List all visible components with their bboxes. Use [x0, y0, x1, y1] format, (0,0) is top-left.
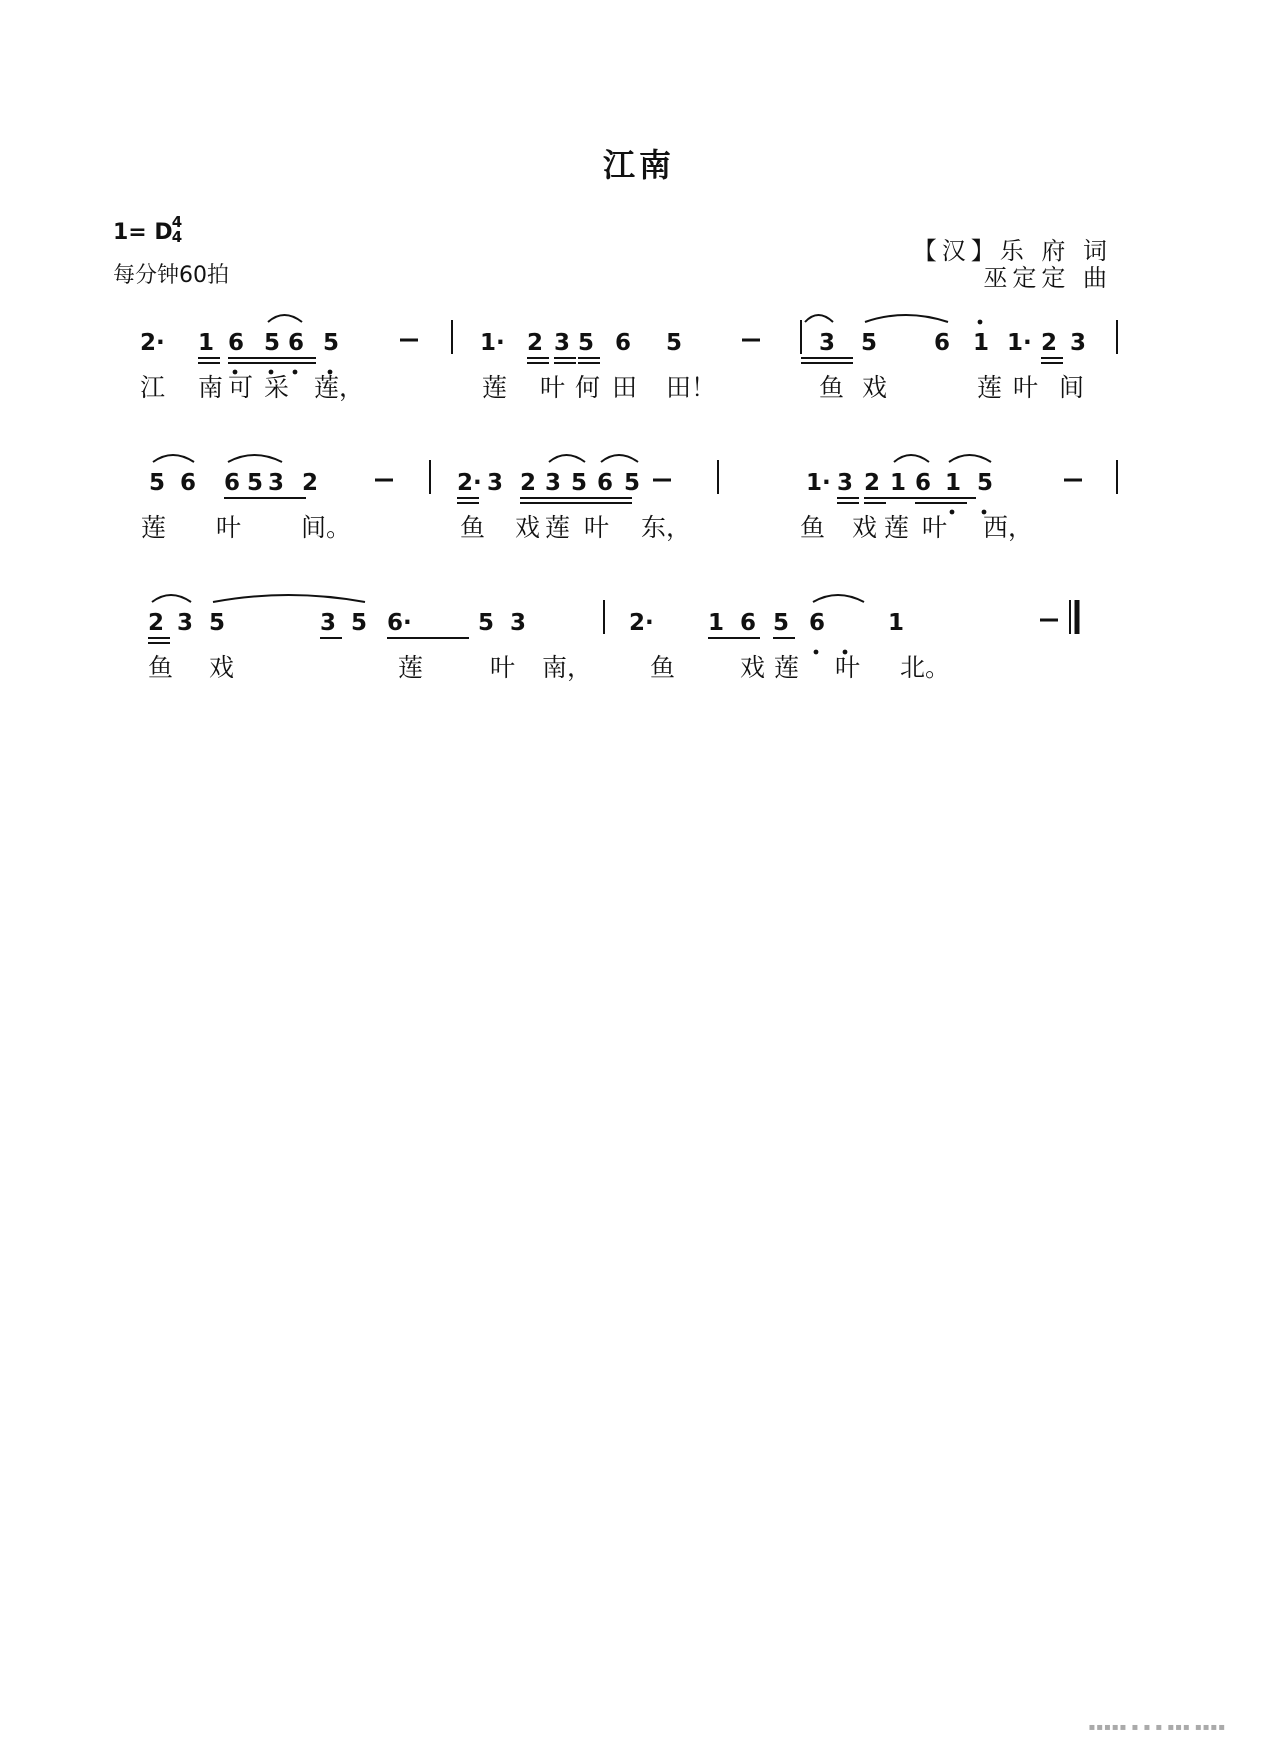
slur-arc	[549, 455, 585, 462]
note: 3	[554, 330, 571, 356]
note: 6	[288, 330, 305, 356]
lyric-char: 间	[1059, 373, 1085, 402]
lyric-char: 南	[198, 373, 224, 402]
note: 5	[323, 330, 340, 356]
song-title: 江南	[602, 146, 675, 184]
lyric-char: 莲	[884, 513, 910, 542]
lyric-char: 江	[140, 373, 166, 402]
slur-arc	[153, 455, 194, 462]
note: 2	[148, 610, 165, 636]
time-signature-bottom: 4	[171, 228, 183, 246]
slur-arc	[813, 595, 864, 602]
lyric-char: 叶	[835, 653, 861, 682]
note: 3	[819, 330, 836, 356]
note: 5	[571, 470, 588, 496]
note: 2	[527, 330, 544, 356]
note: 6	[809, 610, 826, 636]
lyric-char: 可	[228, 373, 254, 402]
page-footer-mark: ▪▪▪▪▪ ▪ ▪ ▪ ▪▪▪ ▪▪▪▪	[1088, 1722, 1226, 1733]
lyric-char: 采	[264, 373, 290, 402]
note: 5	[478, 610, 495, 636]
note: 6	[224, 470, 241, 496]
lyric-char: 叶	[490, 653, 516, 682]
note: 1	[198, 330, 215, 356]
low-octave-dot	[950, 510, 955, 515]
note: 1	[888, 610, 905, 636]
lyric-char: 北。	[900, 653, 951, 682]
note: 5	[264, 330, 281, 356]
note: 3	[487, 470, 504, 496]
note: 5	[773, 610, 790, 636]
note: 6	[228, 330, 245, 356]
lyric-char: 西，	[983, 513, 1034, 542]
note: 1·	[1007, 330, 1032, 356]
slur-arc	[268, 315, 302, 322]
lyric-char: 南，	[542, 653, 593, 682]
lyric-char: 叶	[584, 513, 610, 542]
lyric-char: 何	[575, 373, 601, 402]
low-octave-dot	[814, 650, 819, 655]
lyric-char: 鱼	[819, 373, 845, 402]
note: 6	[180, 470, 197, 496]
lyric-char: 叶	[922, 513, 948, 542]
lyric-char: 东，	[641, 513, 692, 542]
slur-arc	[213, 595, 365, 602]
note: 6	[615, 330, 632, 356]
key-signature: 1= D	[113, 220, 173, 245]
slur-arc	[601, 455, 638, 462]
note: 3	[177, 610, 194, 636]
lyric-char: 鱼	[650, 653, 676, 682]
lyric-char: 鱼	[800, 513, 826, 542]
lyric-char: 叶	[540, 373, 566, 402]
slur-arc	[805, 315, 833, 322]
time-signature-top: 4	[171, 213, 183, 231]
note: 2	[302, 470, 319, 496]
lyric-char: 戏	[209, 653, 235, 682]
slur-arc	[152, 595, 191, 602]
note: 6	[915, 470, 932, 496]
lyric-char: 莲	[141, 513, 167, 542]
lyric-char: 鱼	[148, 653, 174, 682]
note: 3	[1070, 330, 1087, 356]
note: 5	[209, 610, 226, 636]
lyric-char: 叶	[216, 513, 242, 542]
low-octave-dot	[293, 370, 298, 375]
lyric-char: 莲	[482, 373, 508, 402]
note: 2	[1041, 330, 1058, 356]
note: 3	[837, 470, 854, 496]
lyric-char: 田	[612, 373, 638, 402]
note: 5	[666, 330, 683, 356]
slur-arc	[865, 315, 948, 322]
note: 1	[708, 610, 725, 636]
note: 1	[973, 330, 990, 356]
lyric-char: 间。	[301, 513, 352, 542]
lyric-char: 莲	[774, 653, 800, 682]
note: 6	[597, 470, 614, 496]
composer-credit: 巫定定 曲	[983, 264, 1112, 292]
lyric-char: 莲	[398, 653, 424, 682]
lyric-char: 戏	[515, 513, 541, 542]
note: 2·	[457, 470, 482, 496]
note: 5	[578, 330, 595, 356]
note: 1	[890, 470, 907, 496]
note: 3	[545, 470, 562, 496]
note: 2·	[629, 610, 654, 636]
note: 6	[934, 330, 951, 356]
slur-arc	[894, 455, 929, 462]
note: 6	[740, 610, 757, 636]
note: 5	[149, 470, 166, 496]
note: 2·	[140, 330, 165, 356]
lyricist-credit: 【汉】乐 府 词	[912, 237, 1112, 265]
note: 1·	[806, 470, 831, 496]
note: 1·	[480, 330, 505, 356]
slur-arc	[228, 455, 282, 462]
note: 5	[977, 470, 994, 496]
lyric-char: 戏	[740, 653, 766, 682]
lyric-char: 莲，	[314, 373, 365, 402]
lyric-char: 田！	[666, 373, 717, 402]
note: 2	[520, 470, 537, 496]
lyric-char: 莲	[545, 513, 571, 542]
lyric-char: 戏	[862, 373, 888, 402]
note: 5	[624, 470, 641, 496]
lyric-char: 戏	[852, 513, 878, 542]
note: 3	[268, 470, 285, 496]
lyric-char: 莲	[977, 373, 1003, 402]
slur-arc	[949, 455, 991, 462]
note: 1	[945, 470, 962, 496]
high-octave-dot	[978, 320, 983, 325]
lyric-char: 叶	[1013, 373, 1039, 402]
note: 5	[351, 610, 368, 636]
note: 3	[510, 610, 527, 636]
note: 5	[247, 470, 264, 496]
note: 3	[320, 610, 337, 636]
lyric-char: 鱼	[460, 513, 486, 542]
tempo-marking: 每分钟60拍	[113, 263, 229, 288]
note: 6·	[387, 610, 412, 636]
note: 5	[861, 330, 878, 356]
note: 2	[864, 470, 881, 496]
